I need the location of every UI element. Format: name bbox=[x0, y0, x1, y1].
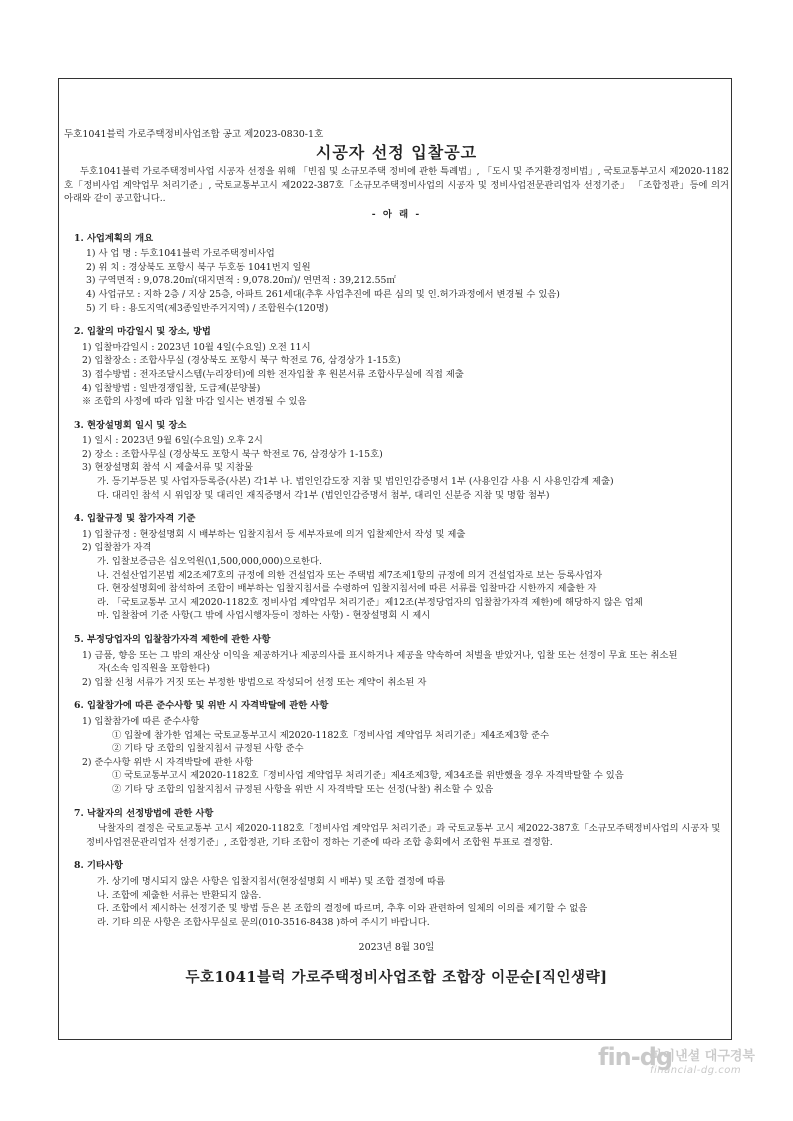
section-heading: 4. 입찰규정 및 참가자격 기준 bbox=[74, 513, 196, 525]
list-subitem: 가. 등기부등본 및 사업자등록증(사본) 각1부 나. 법인인감도장 지참 및 법인인감증명서 1부 (사용인감 사용 시 사용인감계 제출) bbox=[97, 476, 614, 488]
section-heading: 7. 낙찰자의 선정방법에 관한 사항 bbox=[74, 807, 214, 819]
issuer-signature: 두호1041블럭 가로주택정비사업조합 조합장 이문순[직인생략] bbox=[185, 968, 608, 986]
watermark-logo: fin-dg bbox=[598, 1043, 673, 1071]
list-item: 5) 기 타 : 용도지역(제3종일반주거지역) / 조합원수(120명) bbox=[86, 302, 329, 314]
section-heading: 1. 사업계획의 개요 bbox=[74, 232, 154, 244]
list-subitem: 가. 입찰보증금은 십오억원(\1,500,000,000)으로한다. bbox=[97, 556, 322, 568]
notice-document bbox=[64, 128, 729, 984]
watermark-name: 파이낸셜 대구경북 bbox=[650, 1049, 755, 1064]
list-subitem: ② 기타 당 조합의 입찰지침서 규정된 사항 준수 bbox=[112, 743, 304, 755]
section-selection-method bbox=[64, 807, 729, 850]
list-item: 1) 입찰마감일시 : 2023년 10월 4일(수요일) 오전 11시 bbox=[82, 341, 311, 353]
section-compliance bbox=[64, 699, 729, 796]
notice-title: 시공자 선정 입찰공고 bbox=[315, 142, 478, 162]
watermark-url: financial-dg.com bbox=[650, 1065, 742, 1076]
list-subitem: 라. 「국토교통부 고시 제2020-1182호 정비사업 계약업무 처리기준」제12조(부정당업자의 입찰참가자격 제한)에 해당하지 않은 업체 bbox=[97, 596, 643, 608]
section-bid-deadline bbox=[64, 325, 729, 409]
section-bid-rules bbox=[64, 512, 729, 623]
section-paragraph: 낙찰자의 결정은 국토교통부 고시 제2020-1182호「정비사업 계약업무 처리기준」과 국토교통부 고시 제2022-387호「소규모주택정비사업의 시공자 및 정비사업전문관리업자 선정기준」, 조합정관, 기타 조합이 정하는 기준에 따라 조합 총회에서 조합원 투표로 결정함. bbox=[86, 823, 721, 848]
notice-number: 두호1041블럭 가로주택정비사업조합 공고 제2023-0830-1호 bbox=[64, 129, 324, 140]
list-item: 4) 입찰방법 : 일반경쟁입찰, 도급제(분양불) bbox=[82, 382, 261, 394]
list-subitem: 나. 건설산업기본법 제2조제7호의 규정에 의한 건설업자 또는 주택법 제7조제1항의 규정에 의거 건설업자로 보는 등록사업자 bbox=[97, 569, 603, 581]
section-project-overview bbox=[64, 232, 729, 316]
list-subitem: ① 입찰에 참가한 업체는 국토교통부고시 제2020-1182호「정비사업 계약업무 처리기준」제4조제3항 준수 bbox=[112, 729, 550, 741]
section-other-matters bbox=[64, 859, 729, 929]
list-item: 1) 입찰참가에 따른 준수사항 bbox=[82, 715, 200, 727]
list-subitem: ① 국토교통부고시 제2020-1182호「정비사업 계약업무 처리기준」제4조제3항, 제34조를 위반했을 경우 자격박탈할 수 있음 bbox=[112, 770, 624, 782]
list-item: 라. 기타 의문 사항은 조합사무실로 문의(010-3516-8438 )하여 주시기 바랍니다. bbox=[97, 916, 430, 928]
watermark bbox=[598, 1043, 773, 1083]
section-heading: 2. 입찰의 마감일시 및 장소, 방법 bbox=[74, 326, 211, 338]
list-subitem: 마. 입찰참여 기준 사항(그 밖에 사업시행자등이 정하는 사항) - 현장설명회 시 제시 bbox=[97, 610, 431, 622]
list-item: 2) 준수사항 위반 시 자격박탈에 관한 사항 bbox=[82, 756, 253, 768]
list-item: 2) 장소 : 조합사무실 (경상북도 포항시 북구 학전로 76, 삼경상가 1-15호) bbox=[82, 448, 383, 460]
intro-paragraph: 두호1041블럭 가로주택정비사업 시공자 선정을 위해 「빈집 및 소규모주택 정비에 관한 특례법」, 「도시 및 주거환경정비법」, 국토교통부고시 제2020-1182호「정비사업 계약업무 처리기준」, 국토교통부고시 제2022-387호「소규모주택정비사업의 시공자 및 정비사업전문관리업자 선정기준」 「조합정관」등에 의거 아래와 같이 공고합니다.. bbox=[64, 166, 729, 205]
list-subitem: 다. 대리인 참석 시 위임장 및 대리인 재직증명서 각1부 (법인인감증명서 첨부, 대리인 신분증 지참 및 명함 첨부) bbox=[97, 489, 550, 501]
list-item: 1) 금품, 향응 또는 그 밖의 재산상 이익을 제공하거나 제공의사를 표시하거나 제공을 약속하여 처벌을 받았거나, 입찰 또는 선정이 무효 또는 취소된 bbox=[82, 649, 678, 661]
list-item: 2) 입찰장소 : 조합사무실 (경상북도 포항시 북구 학전로 76, 삼경상가 1-15호) bbox=[82, 355, 401, 367]
list-item: 1) 일시 : 2023년 9월 6일(수요일) 오후 2시 bbox=[82, 435, 263, 447]
section-site-briefing bbox=[64, 419, 729, 503]
list-item: 2) 위 치 : 경상북도 포항시 북구 두호동 1041번지 일원 bbox=[86, 261, 311, 273]
list-item: 1) 입찰규정 : 현장설명회 시 배부하는 입찰지침서 등 세부자료에 의거 입찰제안서 작성 및 제출 bbox=[82, 528, 466, 540]
list-item: 2) 입찰 신청 서류가 거짓 또는 부정한 방법으로 작성되어 선정 또는 계약이 취소된 자 bbox=[82, 676, 427, 688]
section-heading: 8. 기타사항 bbox=[74, 860, 123, 872]
list-item: 나. 조합에 제출한 서류는 반환되지 않음. bbox=[97, 889, 262, 901]
list-item: 2) 입찰참가 자격 bbox=[82, 542, 152, 554]
list-item-continuation: 자(소속 임직원을 포함한다) bbox=[98, 663, 210, 675]
section-heading: 6. 입찰참가에 따른 준수사항 및 위반 시 자격박탈에 관한 사항 bbox=[74, 700, 329, 712]
list-item: 1) 사 업 명 : 두호1041블럭 가로주택정비사업 bbox=[86, 248, 275, 260]
list-item: ※ 조합의 사정에 따라 입찰 마감 일시는 변경될 수 있음 bbox=[82, 396, 307, 408]
list-subitem: ② 기타 당 조합의 입찰지침서 규정된 사항을 위반 시 자격박탈 또는 선정(낙찰) 취소할 수 있음 bbox=[112, 783, 494, 795]
list-item: 가. 상기에 명시되지 않은 사항은 입찰지침서(현장설명회 시 배부) 및 조합 결정에 따름 bbox=[97, 875, 446, 887]
section-heading: 5. 부정당업자의 입찰참가자격 제한에 관한 사항 bbox=[74, 634, 271, 645]
notice-date: 2023년 8월 30일 bbox=[358, 942, 435, 954]
list-subitem: 다. 현장설명회에 참석하여 조합이 배부하는 입찰지침서를 수령하여 입찰지침서에 따른 서류를 입찰마감 시한까지 제출한 자 bbox=[97, 583, 597, 595]
list-item: 다. 조합에서 제시하는 선정기준 및 방법 등은 본 조합의 결정에 따르며, 추후 이와 관련하여 일체의 이의를 제기할 수 없음 bbox=[97, 903, 588, 915]
below-heading: - 아 래 - bbox=[371, 208, 422, 220]
list-item: 4) 사업규모 : 지하 2층 / 지상 25층, 아파트 261세대(추후 사업추진에 따른 심의 및 인.허가과정에서 변경될 수 있음) bbox=[86, 288, 560, 300]
section-disqualification bbox=[64, 633, 729, 689]
list-item: 3) 구역면적 : 9,078.20㎡(대지면적 : 9,078.20㎡)/ 연면적 : 39,212.55㎡ bbox=[86, 275, 396, 287]
list-item: 3) 접수방법 : 전자조달시스템(누리장터)에 의한 전자입찰 후 원본서류 조합사무실에 직접 제출 bbox=[82, 368, 464, 380]
section-heading: 3. 현장설명회 일시 및 장소 bbox=[74, 419, 187, 431]
list-item: 3) 현장설명회 참석 시 제출서류 및 지참물 bbox=[82, 462, 253, 474]
